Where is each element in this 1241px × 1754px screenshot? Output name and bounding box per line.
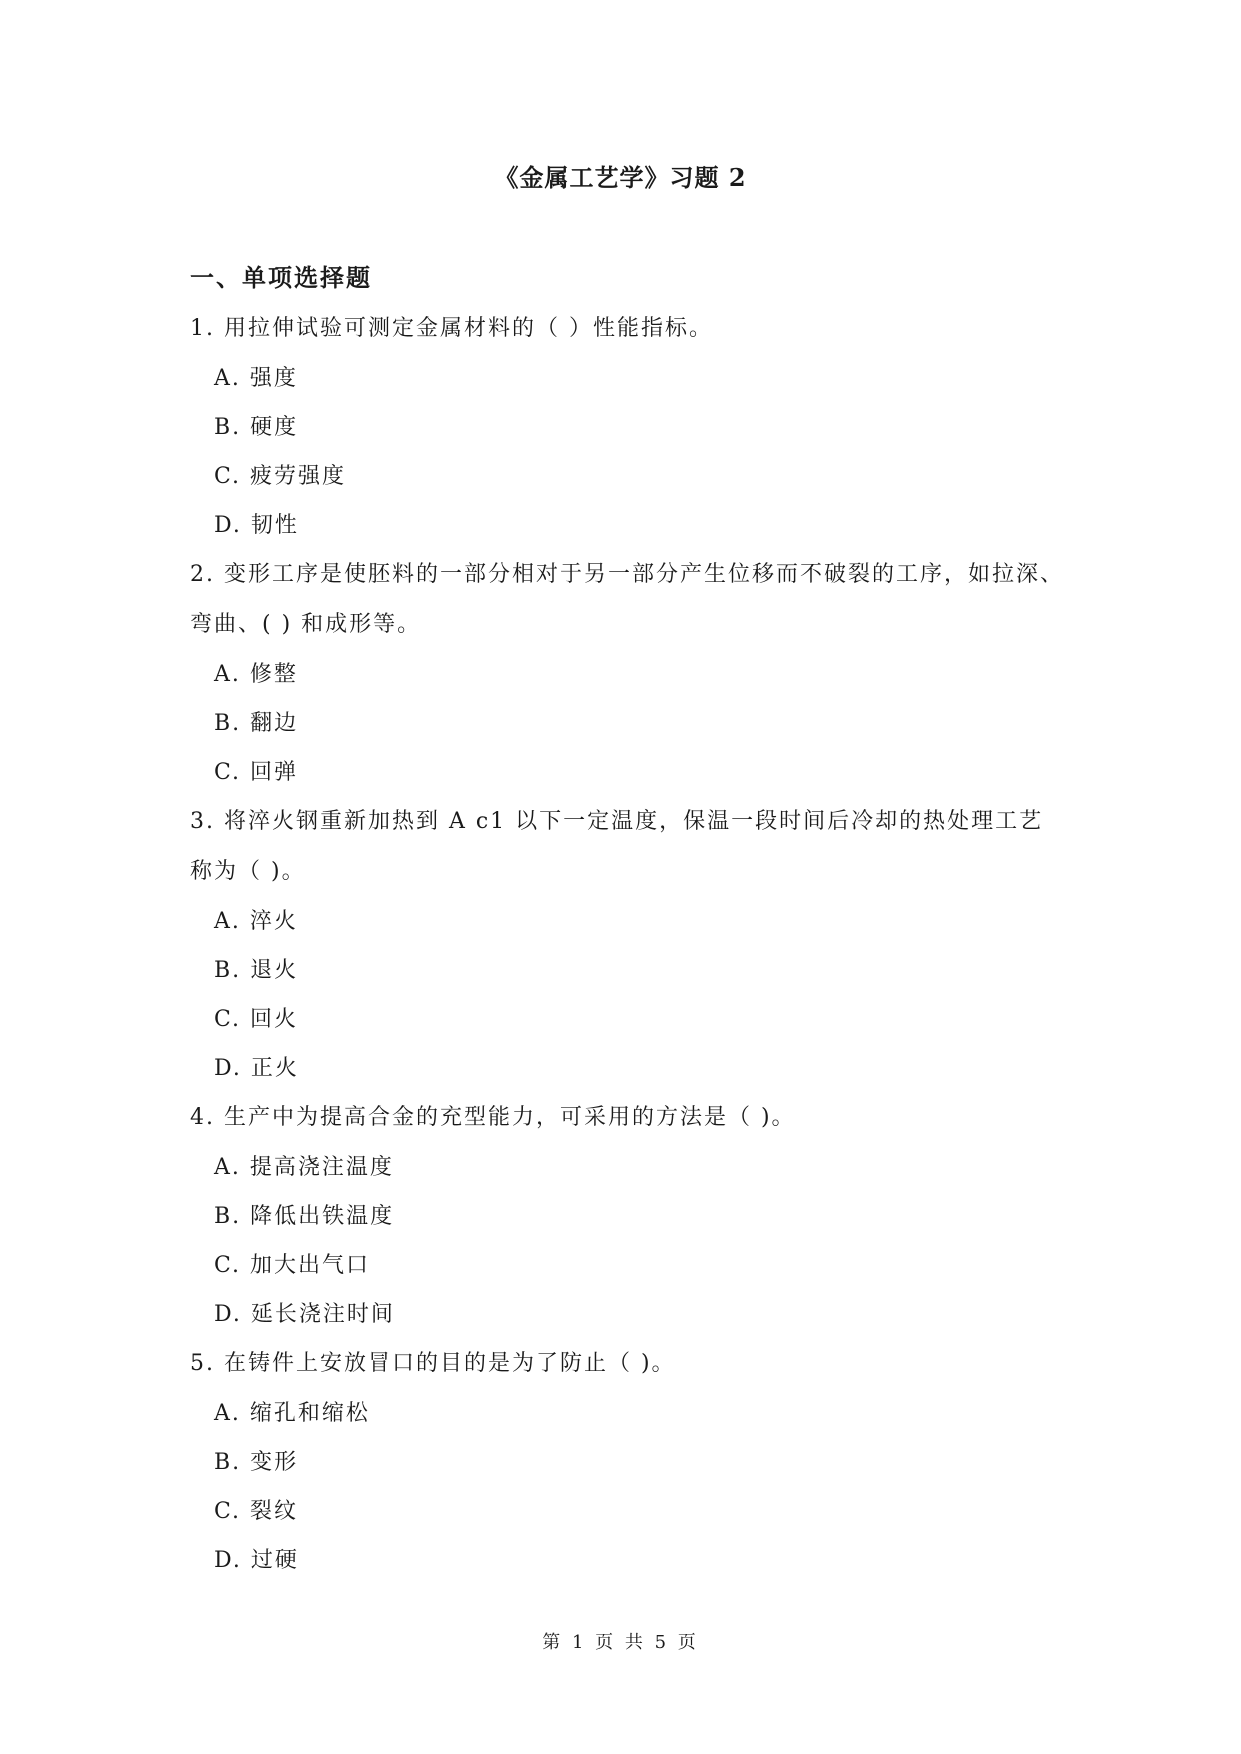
- question-4: [190, 1093, 1070, 1339]
- question-stem: 2. 变形工序是使胚料的一部分相对于另一部分产生位移而不破裂的工序，如拉深、: [190, 562, 1064, 587]
- document-title: 《金属工艺学》习题 2: [494, 163, 747, 192]
- option-a: A. 修整: [214, 662, 298, 687]
- option-c: C. 加大出气口: [214, 1253, 371, 1278]
- section-heading: 一、单项选择题: [190, 263, 372, 292]
- option-c: C. 回火: [214, 1007, 299, 1032]
- question-list: [190, 304, 1070, 1585]
- option-a: A. 强度: [214, 366, 298, 391]
- option-d: D. 过硬: [214, 1548, 299, 1573]
- question-stem: 3. 将淬火钢重新加热到 A c1 以下一定温度，保温一段时间后冷却的热处理工艺: [190, 809, 1044, 834]
- option-b: B. 翻边: [214, 711, 299, 736]
- option-d: D. 韧性: [214, 513, 299, 538]
- option-c: C. 裂纹: [214, 1499, 299, 1524]
- question-stem: 5. 在铸件上安放冒口的目的是为了防止（ )。: [190, 1351, 676, 1376]
- question-5: [190, 1339, 1070, 1585]
- question-stem: 4. 生产中为提高合金的充型能力，可采用的方法是（ )。: [190, 1105, 796, 1130]
- question-2: [190, 550, 1070, 797]
- question-stem: 1. 用拉伸试验可测定金属材料的（ ）性能指标。: [190, 316, 713, 341]
- option-c: C. 回弹: [214, 760, 299, 785]
- option-b: B. 变形: [214, 1450, 299, 1475]
- option-a: A. 缩孔和缩松: [214, 1401, 370, 1426]
- page-footer: 第 1 页 共 5 页: [542, 1632, 699, 1653]
- option-d: D. 延长浇注时间: [214, 1302, 395, 1327]
- question-1: [190, 304, 1070, 550]
- question-stem-continued: 称为（ )。: [190, 859, 306, 884]
- option-b: B. 硬度: [214, 415, 299, 440]
- option-b: B. 退火: [214, 958, 299, 983]
- option-a: A. 淬火: [214, 909, 298, 934]
- question-stem-continued: 弯曲、( ) 和成形等。: [190, 612, 422, 637]
- question-3: [190, 797, 1070, 1093]
- option-d: D. 正火: [214, 1056, 299, 1081]
- option-b: B. 降低出铁温度: [214, 1204, 395, 1229]
- option-c: C. 疲劳强度: [214, 464, 347, 489]
- option-a: A. 提高浇注温度: [214, 1155, 394, 1180]
